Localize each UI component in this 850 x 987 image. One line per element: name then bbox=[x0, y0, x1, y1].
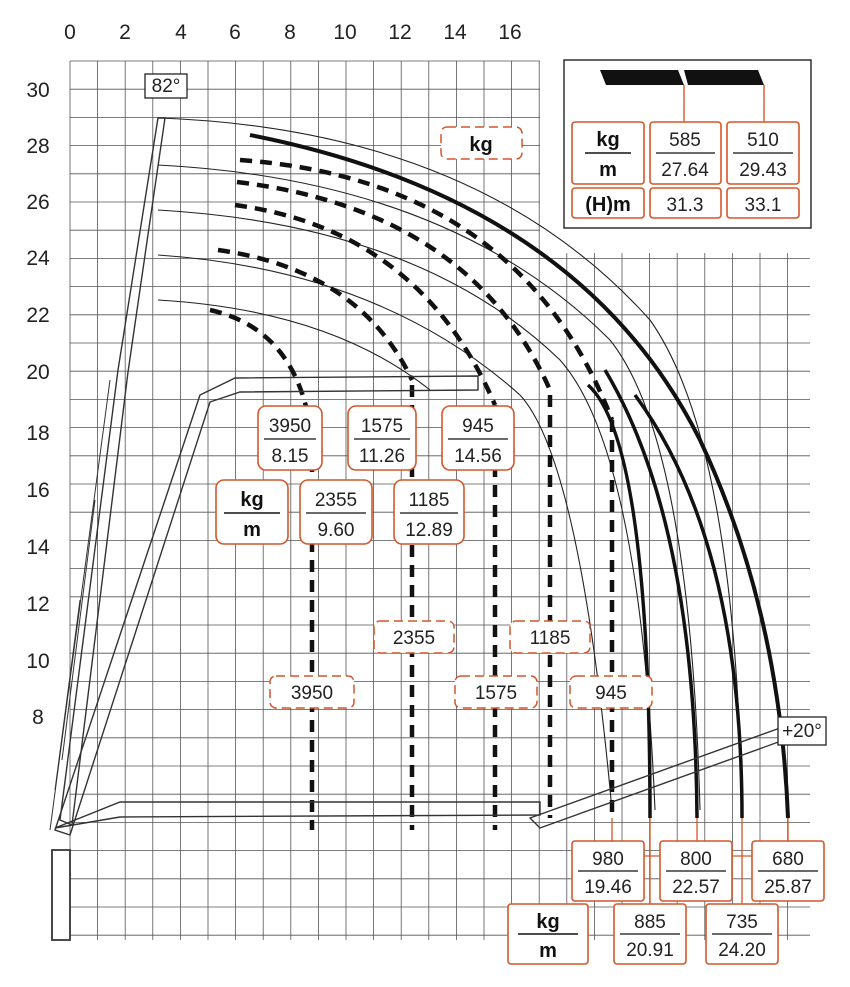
curve-2 bbox=[588, 385, 650, 818]
svg-text:680: 680 bbox=[772, 849, 804, 870]
y-tick: 18 bbox=[26, 422, 50, 445]
bottom-label-800 bbox=[660, 841, 732, 901]
svg-text:735: 735 bbox=[726, 912, 758, 933]
bottom-labels bbox=[508, 818, 824, 964]
mid-label-3950: 3950 bbox=[290, 683, 334, 704]
reach-label-1575 bbox=[348, 406, 416, 470]
crane-base bbox=[52, 850, 70, 940]
min-angle-label: +20° bbox=[782, 721, 822, 742]
svg-text:8.15: 8.15 bbox=[271, 446, 309, 467]
max-angle-label: 82° bbox=[151, 76, 181, 97]
boom-extension-table bbox=[564, 60, 811, 228]
x-tick: 14 bbox=[443, 21, 467, 44]
kg-unit: kg bbox=[469, 134, 493, 156]
y-tick: 14 bbox=[26, 536, 50, 559]
y-tick: 22 bbox=[26, 304, 50, 327]
svg-text:kg: kg bbox=[536, 911, 560, 933]
svg-text:25.87: 25.87 bbox=[764, 877, 812, 898]
y-tick: 16 bbox=[26, 479, 50, 502]
y-tick: 26 bbox=[26, 191, 50, 214]
y-axis-labels bbox=[26, 79, 50, 729]
x-tick: 8 bbox=[284, 21, 296, 44]
y-tick: 24 bbox=[26, 247, 50, 270]
y-tick: 10 bbox=[26, 650, 50, 673]
reach-label-1185 bbox=[394, 480, 464, 544]
min-angle-tag bbox=[778, 717, 826, 745]
kg-tag-top bbox=[441, 127, 522, 159]
bottom-label-735 bbox=[706, 904, 778, 964]
bottom-label-680 bbox=[752, 841, 824, 901]
svg-text:1575: 1575 bbox=[360, 416, 404, 437]
reach-label-2355 bbox=[300, 480, 372, 544]
svg-text:11.26: 11.26 bbox=[358, 446, 406, 467]
svg-text:14.56: 14.56 bbox=[454, 446, 502, 467]
y-tick: 12 bbox=[26, 593, 50, 616]
svg-text:22.57: 22.57 bbox=[672, 877, 720, 898]
table-m-unit: m bbox=[599, 159, 617, 181]
svg-text:m: m bbox=[243, 519, 261, 541]
reach-curves bbox=[250, 135, 788, 818]
svg-text:3950: 3950 bbox=[268, 416, 312, 437]
svg-text:12.89: 12.89 bbox=[405, 520, 453, 541]
dash-curve-5 bbox=[240, 160, 612, 420]
table-col1-m: 27.64 bbox=[661, 160, 709, 181]
table-col1-h: 31.3 bbox=[666, 195, 704, 216]
table-kg-unit: kg bbox=[596, 129, 620, 151]
kg-m-legend-mid bbox=[216, 480, 288, 544]
y-tick: 30 bbox=[26, 79, 50, 102]
mid-label-1185: 1185 bbox=[529, 628, 571, 649]
svg-text:2355: 2355 bbox=[314, 490, 358, 511]
y-tick: 28 bbox=[26, 135, 50, 158]
x-axis-labels bbox=[64, 21, 522, 44]
boom-horizontal bbox=[55, 802, 540, 828]
table-col2-h: 33.1 bbox=[744, 195, 782, 216]
kg-m-legend-bottom bbox=[508, 904, 588, 964]
x-tick: 2 bbox=[119, 21, 131, 44]
table-col2-m: 29.43 bbox=[739, 160, 787, 181]
svg-text:980: 980 bbox=[592, 849, 624, 870]
max-angle-tag bbox=[145, 74, 187, 98]
y-tick: 20 bbox=[26, 361, 50, 384]
x-tick: 0 bbox=[64, 21, 76, 44]
bottom-label-885 bbox=[614, 904, 686, 964]
reach-labels bbox=[216, 406, 514, 544]
x-tick: 4 bbox=[175, 21, 187, 44]
svg-text:885: 885 bbox=[634, 912, 666, 933]
boom-vertical bbox=[60, 118, 165, 825]
svg-text:9.60: 9.60 bbox=[317, 520, 355, 541]
svg-text:kg: kg bbox=[240, 489, 264, 511]
svg-text:800: 800 bbox=[680, 849, 712, 870]
table-col1-kg: 585 bbox=[669, 130, 701, 151]
svg-text:24.20: 24.20 bbox=[718, 940, 766, 961]
svg-text:19.46: 19.46 bbox=[584, 877, 632, 898]
curve-max bbox=[250, 135, 788, 818]
bottom-label-980 bbox=[572, 841, 644, 901]
x-tick: 12 bbox=[388, 21, 412, 44]
x-tick: 16 bbox=[498, 21, 522, 44]
svg-text:20.91: 20.91 bbox=[626, 940, 674, 961]
table-h-unit: (H)m bbox=[585, 194, 631, 216]
mid-label-2355: 2355 bbox=[392, 628, 436, 649]
table-col2-kg: 510 bbox=[747, 130, 779, 151]
y-tick: 8 bbox=[32, 706, 44, 729]
svg-text:945: 945 bbox=[462, 416, 494, 437]
mid-label-945: 945 bbox=[595, 683, 627, 704]
svg-text:1185: 1185 bbox=[408, 490, 450, 511]
reach-label-945 bbox=[442, 406, 514, 470]
reach-label-3950 bbox=[258, 406, 322, 470]
x-tick: 10 bbox=[333, 21, 357, 44]
boom-angled bbox=[530, 728, 784, 828]
mid-label-1575: 1575 bbox=[474, 683, 518, 704]
x-tick: 6 bbox=[229, 21, 241, 44]
svg-text:m: m bbox=[539, 940, 557, 962]
